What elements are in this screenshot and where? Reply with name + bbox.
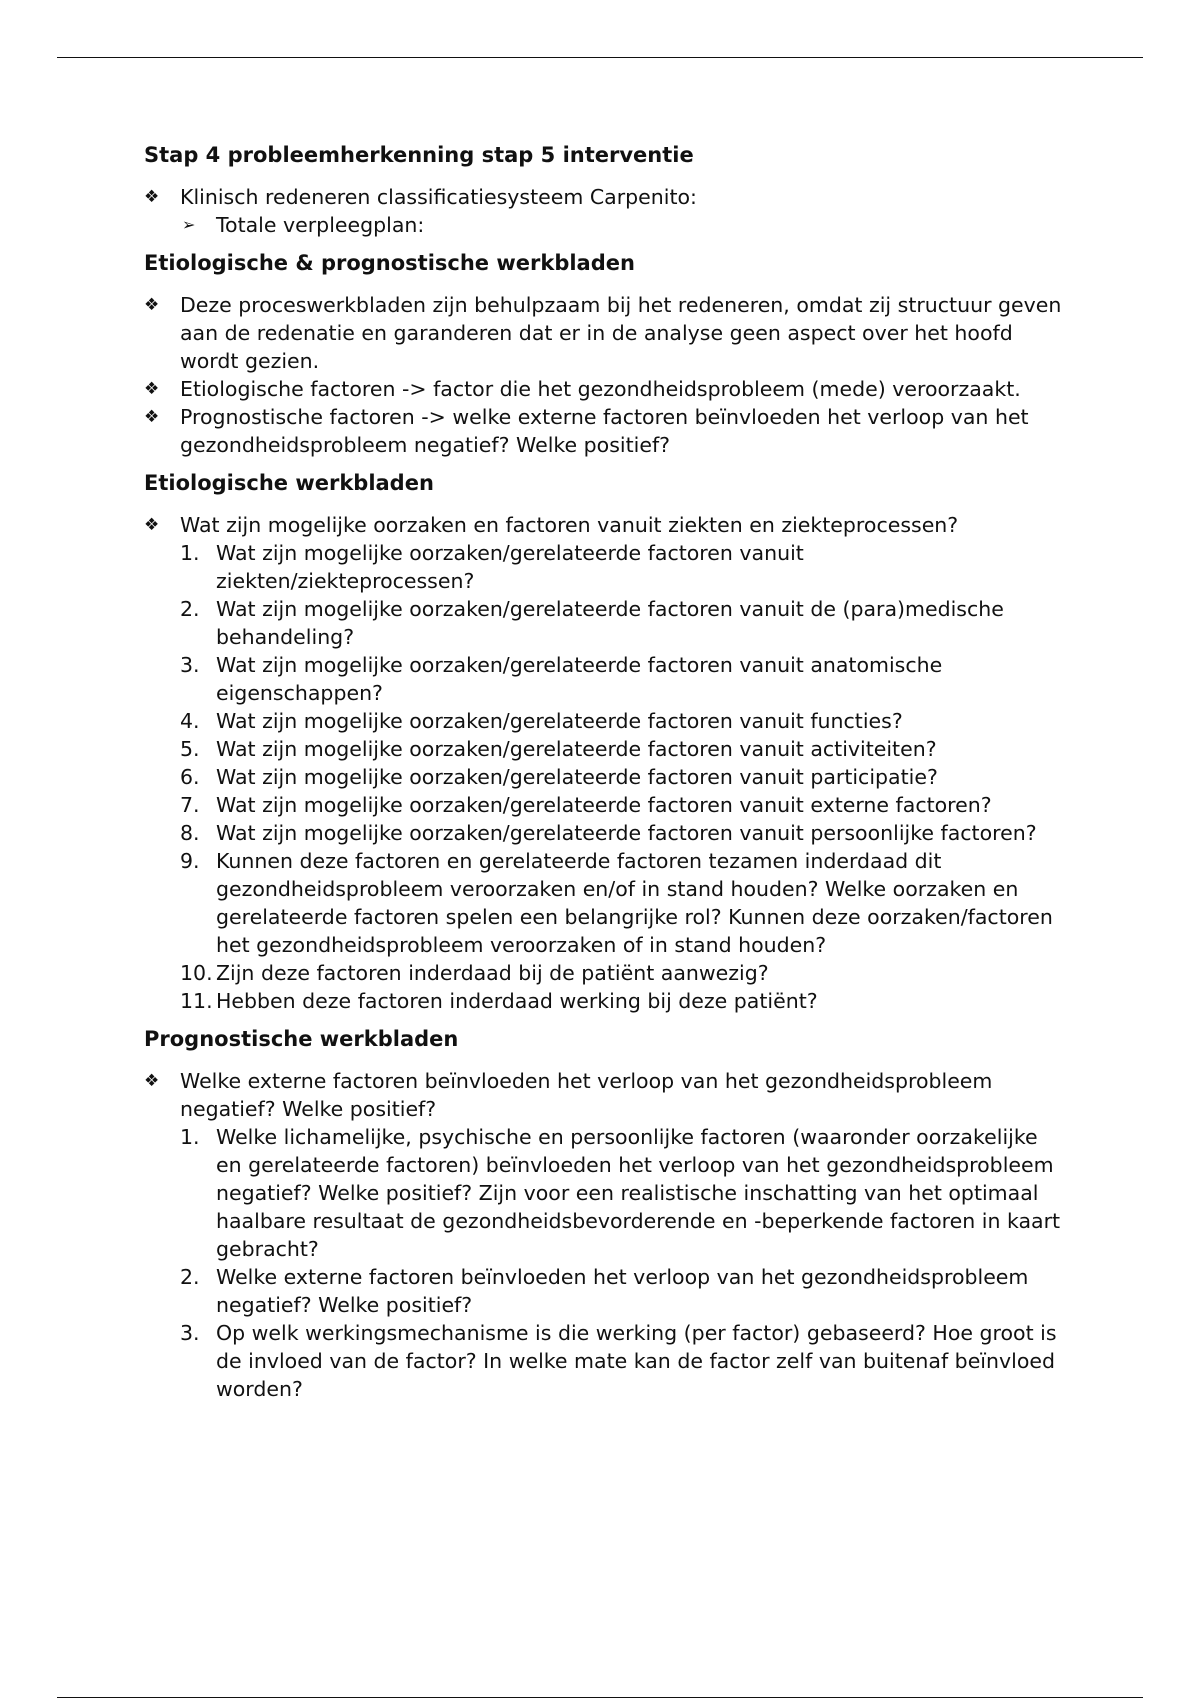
diamond-bullet-icon: ❖ [144,1071,160,1091]
numbered-item: 9. Kunnen deze factoren en gerelateerde factoren tezamen inderdaad dit gezondheidsprobleem veroorzaken en/of in stand houden? Welke oorzaken en gerelateerde factoren spelen een belangrijke rol? Kunnen deze oorzaken/factoren het gezondheidsprobleem veroorzaken of in stand houden? [180,849,1053,957]
bullet-item: ❖ Prognostische factoren -> welke externe factoren beïnvloeden het verloop van het gezondheidsprobleem negatief? Welke positief? [144,405,1029,457]
diamond-bullet-icon: ❖ [144,187,160,207]
numbered-item: 1. Wat zijn mogelijke oorzaken/gerelateerde factoren vanuit ziekten/ziekteprocessen? [180,541,804,593]
bullet-item: ❖ Etiologische factoren -> factor die het gezondheidsprobleem (mede) veroorzaakt. [144,377,1021,401]
numbered-list [144,539,1064,1015]
bullet-list [144,1067,1064,1123]
document-body [144,141,1064,1403]
bullet-item: ❖ Wat zijn mogelijke oorzaken en factoren vanuit ziekten en ziekteprocessen? [144,513,959,537]
bullet-list [144,291,1064,459]
numbered-item: 10. Zijn deze factoren inderdaad bij de patiënt aanwezig? [180,961,769,985]
bullet-item: ❖ Welke externe factoren beïnvloeden het verloop van het gezondheidsprobleem negatief? Welke positief? [144,1069,993,1121]
bullet-item: ❖ Klinisch redeneren classificatiesysteem Carpenito: ➢ Totale verpleegplan: [144,183,1064,239]
diamond-bullet-icon: ❖ [144,515,160,535]
bullet-item: ❖ Deze proceswerkbladen zijn behulpzaam bij het redeneren, omdat zij structuur geven aan de redenatie en garanderen dat er in de analyse geen aspect over het hoofd wordt gezien. [144,293,1062,373]
arrow-bullet-icon: ➢ [182,215,196,234]
numbered-item: 3. Op welk werkingsmechanisme is die werking (per factor) gebaseerd? Hoe groot is de invloed van de factor? In welke mate kan de factor zelf van buitenaf beïnvloed worden? [180,1321,1057,1401]
section-heading-prognostische: Prognostische werkbladen [144,1027,459,1051]
header-rule [57,57,1143,58]
diamond-bullet-icon: ❖ [144,379,160,399]
numbered-item: 1. Welke lichamelijke, psychische en persoonlijke factoren (waaronder oorzakelijke en gerelateerde factoren) beïnvloeden het verloop van het gezondheidsprobleem negatief? Welke positief? Zijn voor een realistische inschatting van het optimaal haalbare resultaat de gezondheidsbevorderende en -beperkende factoren in kaart gebracht? [180,1125,1061,1261]
section-heading-etiologische: Etiologische werkbladen [144,471,434,495]
footer-rule [57,1697,1143,1698]
numbered-item: 7. Wat zijn mogelijke oorzaken/gerelateerde factoren vanuit externe factoren? [180,793,992,817]
bullet-list [144,511,1064,539]
sub-item: ➢ Totale verpleegplan: [182,213,425,237]
diamond-bullet-icon: ❖ [144,295,160,315]
numbered-item: 5. Wat zijn mogelijke oorzaken/gerelateerde factoren vanuit activiteiten? [180,737,937,761]
numbered-list [144,1123,1064,1403]
sub-list [144,211,1064,239]
bullet-list [144,183,1064,239]
numbered-item: 2. Welke externe factoren beïnvloeden het verloop van het gezondheidsprobleem negatief? Welke positief? [180,1265,1029,1317]
numbered-item: 11. Hebben deze factoren inderdaad werking bij deze patiënt? [180,989,818,1013]
section-heading-etiologische-prognostische: Etiologische & prognostische werkbladen [144,251,635,275]
diamond-bullet-icon: ❖ [144,407,160,427]
numbered-item: 2. Wat zijn mogelijke oorzaken/gerelateerde factoren vanuit de (para)medische behandeling? [180,597,1004,649]
numbered-item: 3. Wat zijn mogelijke oorzaken/gerelateerde factoren vanuit anatomische eigenschappen? [180,653,943,705]
numbered-item: 6. Wat zijn mogelijke oorzaken/gerelateerde factoren vanuit participatie? [180,765,938,789]
numbered-item: 8. Wat zijn mogelijke oorzaken/gerelateerde factoren vanuit persoonlijke factoren? [180,821,1037,845]
section-heading-stap4: Stap 4 probleemherkenning stap 5 interventie [144,143,694,167]
numbered-item: 4. Wat zijn mogelijke oorzaken/gerelateerde factoren vanuit functies? [180,709,903,733]
